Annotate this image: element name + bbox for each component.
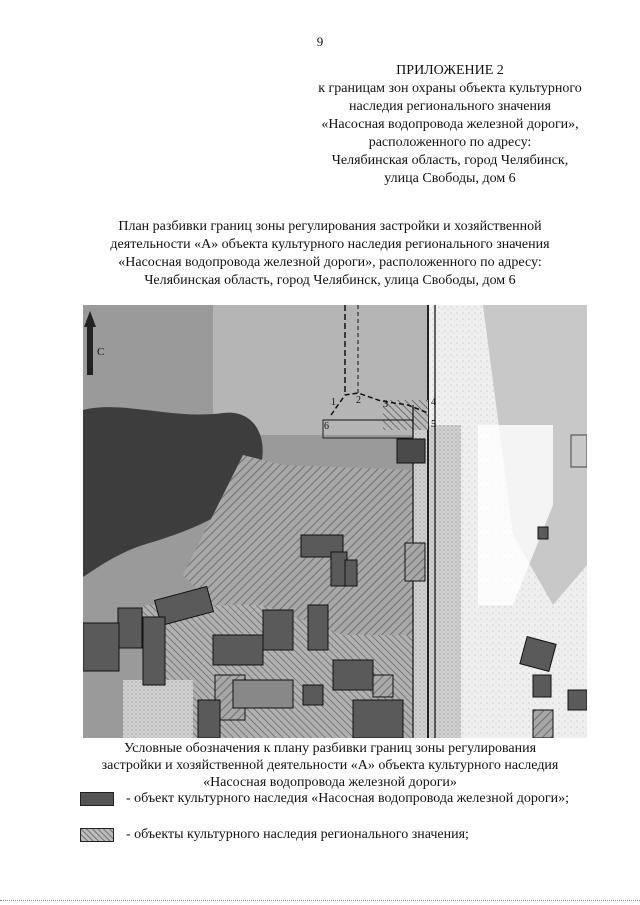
boundary-point-label: 4 (431, 397, 436, 408)
boundary-point-label: 1 (331, 397, 336, 408)
appendix-line: к границам зон охраны объекта культурного (318, 81, 582, 96)
plan-title (40, 218, 620, 290)
boundary-point-label: 6 (324, 421, 329, 432)
appendix-line: улица Свободы, дом 6 (384, 171, 516, 186)
zone-plan-map (83, 305, 587, 738)
boundary-point-label: 3 (383, 399, 388, 410)
appendix-line: расположенного по адресу: (368, 135, 532, 150)
building (571, 435, 587, 467)
boundary-point-label: 5 (431, 419, 436, 430)
appendix-title: ПРИЛОЖЕНИЕ 2 (396, 63, 504, 78)
building (345, 560, 357, 586)
heritage-object-pump-station (397, 439, 425, 463)
building (303, 685, 323, 705)
plan-title-line: «Насосная водопровода железной дороги», расположенного по адресу: (118, 255, 542, 270)
legend-swatch-dark (80, 792, 114, 806)
building (538, 527, 548, 539)
building (333, 660, 373, 690)
plan-title-line: Челябинская область, город Челябинск, улица Свободы, дом 6 (144, 273, 516, 288)
protection-zone-hatch (383, 400, 428, 430)
plan-title-line: План разбивки границ зоны регулирования застройки и хозяйственной (118, 219, 542, 234)
lower-left-block (123, 680, 193, 738)
north-label: С (97, 346, 105, 358)
building (233, 680, 293, 708)
page-number: 9 (316, 34, 324, 49)
building (308, 605, 328, 650)
appendix-header (300, 62, 600, 188)
legend-item-text: - объекты культурного наследия регионального значения; (126, 827, 469, 842)
legend-title (40, 740, 620, 791)
heritage-building (405, 543, 425, 581)
building (198, 700, 220, 738)
legend-title-line: «Насосная водопровода железной дороги» (203, 775, 457, 790)
legend-title-line: Условные обозначения к плану разбивки границ зоны регулирования (123, 741, 537, 756)
boundary-point-label: 2 (356, 395, 361, 406)
appendix-line: Челябинская область, город Челябинск, (331, 153, 569, 168)
building (213, 635, 263, 665)
appendix-line: наследия регионального значения (349, 99, 551, 114)
building (533, 675, 551, 697)
heritage-building (533, 710, 553, 738)
building (143, 617, 165, 685)
legend-swatch-hatched (80, 828, 114, 842)
plan-title-line: деятельности «А» объекта культурного наследия регионального значения (110, 237, 550, 252)
building (263, 610, 293, 650)
building (83, 623, 119, 671)
page-bottom-divider (0, 900, 640, 901)
legend-title-line: застройки и хозяйственной деятельности «А» объекта культурного наследия (101, 758, 559, 773)
building (118, 608, 142, 648)
building (353, 700, 403, 738)
heritage-building (373, 675, 393, 697)
legend-item-text: - объект культурного наследия «Насосная водопровода железной дороги»; (126, 791, 570, 806)
appendix-line: «Насосная водопровода железной дороги», (321, 117, 579, 132)
building (568, 690, 587, 710)
